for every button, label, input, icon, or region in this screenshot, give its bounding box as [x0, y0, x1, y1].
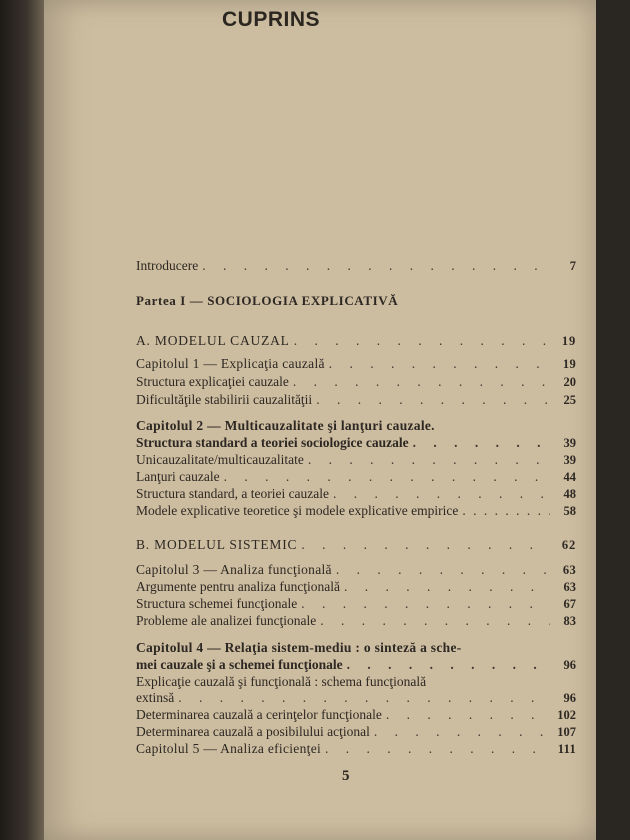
dot-leader	[325, 741, 550, 757]
dot-leader	[374, 724, 550, 740]
toc-entry: Structura schemei funcţionale . . . 67	[136, 596, 576, 612]
toc-entry: Structura standard, a teoriei cauzale . . . 48	[136, 486, 576, 502]
toc-entry: Probleme ale analizei funcţionale . . . 83	[136, 613, 576, 629]
toc-entry: Unicauzalitate/multicauzalitate . . . 39	[136, 452, 576, 468]
dot-leader	[308, 452, 550, 468]
toc-chapter-heading: Capitolul 2 — Multicauzalitate şi lanţuri cauzale.	[136, 418, 435, 433]
dot-leader	[320, 613, 550, 629]
dot-leader	[301, 596, 550, 612]
toc-section-heading: A. MODELUL CAUZAL . . . 19	[136, 333, 576, 349]
toc-entry: Argumente pentru analiza funcţională . . . 63	[136, 579, 576, 595]
toc-entry: Determinarea cauzală a cerinţelor funcţionale . . . 102	[136, 707, 576, 723]
toc-chapter-heading: Capitolul 5 — Analiza eficienţei . . . 111	[136, 741, 576, 757]
dot-leader	[333, 486, 550, 502]
dot-leader	[413, 435, 550, 451]
page-title: CUPRINS	[222, 8, 321, 31]
toc-entry-cont: extinsă . . . 96	[136, 690, 576, 706]
toc-chapter-heading: Capitolul 4 — Relaţia sistem-mediu : o sinteză a sche-	[136, 640, 462, 655]
dot-leader	[347, 657, 550, 673]
toc-entry: Explicaţie cauzală şi funcţională : schema funcţională	[136, 674, 427, 689]
page-number: 5	[342, 768, 350, 784]
toc-entry: Structura explicaţiei cauzale . . . 20	[136, 374, 576, 390]
toc-chapter-heading: Capitolul 1 — Explicaţia cauzală . . . 19	[136, 356, 576, 372]
dot-leader	[329, 356, 550, 372]
dot-leader	[301, 537, 550, 553]
dot-leader	[336, 562, 550, 578]
dot-leader	[344, 579, 550, 595]
toc-chapter-heading-cont: Structura standard a teoriei sociologice cauzale . . . 39	[136, 435, 576, 451]
dot-leader	[293, 374, 550, 390]
toc-section-heading: B. MODELUL SISTEMIC . . . 62	[136, 537, 576, 553]
toc-part-heading: Partea I — SOCIOLOGIA EXPLICATIVĂ	[136, 293, 399, 308]
dot-leader	[386, 707, 550, 723]
toc-chapter-heading-cont: mei cauzale şi a schemei funcţionale . . . 96	[136, 657, 576, 673]
toc-entry: Determinarea cauzală a posibilului acţional . . . 107	[136, 724, 576, 740]
toc-chapter-heading: Capitolul 3 — Analiza funcţională . . . 63	[136, 562, 576, 578]
toc-entry-introducere: Introducere . . . 7	[136, 258, 576, 274]
dot-leader	[224, 469, 550, 485]
dot-leader	[462, 503, 550, 519]
dot-leader	[178, 690, 550, 706]
book-spine-shadow	[0, 0, 44, 840]
dot-leader	[316, 392, 550, 408]
dot-leader	[294, 333, 550, 349]
toc-entry: Modele explicative teoretice şi modele explicative empirice . . . 58	[136, 503, 576, 519]
book-page	[44, 0, 596, 840]
toc-entry: Dificultăţile stabilirii cauzalităţii . . . 25	[136, 392, 576, 408]
dot-leader	[202, 258, 550, 274]
toc-entry: Lanţuri cauzale . . . 44	[136, 469, 576, 485]
